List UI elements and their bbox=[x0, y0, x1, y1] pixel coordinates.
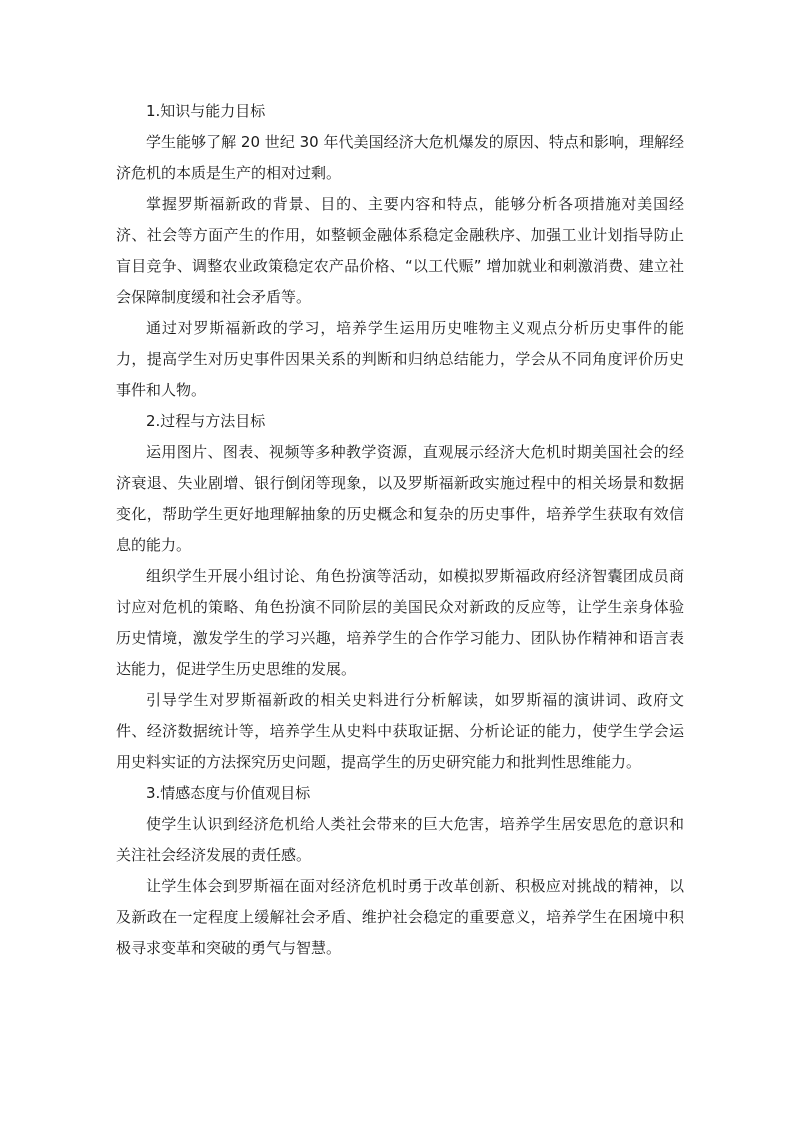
paragraph: 引导学生对罗斯福新政的相关史料进行分析解读，如罗斯福的演讲词、政府文件、经济数据统计等，培养学生从史料中获取证据、分析论证的能力，使学生学会运用史料实证的方法探究历史问题，提高学生的历史研究能力和批判性思维能力。 bbox=[116, 691, 684, 771]
paragraph: 学生能够了解 20 世纪 30 年代美国经济大危机爆发的原因、特点和影响，理解经济危机的本质是生产的相对过剩。 bbox=[116, 133, 684, 182]
section-heading-knowledge: 1.知识与能力目标 bbox=[146, 102, 266, 120]
paragraph: 掌握罗斯福新政的背景、目的、主要内容和特点，能够分析各项措施对美国经济、社会等方面产生的作用，如整顿金融体系稳定金融秩序、加强工业计划指导防止盲目竞争、调整农业政策稳定农产品价格、“以工代赈” 增加就业和刺激消费、建立社会保障制度缓和社会矛盾等。 bbox=[116, 195, 684, 306]
paragraph: 使学生认识到经济危机给人类社会带来的巨大危害，培养学生居安思危的意识和关注社会经济发展的责任感。 bbox=[116, 815, 684, 864]
section-heading-process: 2.过程与方法目标 bbox=[146, 412, 266, 430]
document-body bbox=[116, 96, 684, 964]
paragraph: 让学生体会到罗斯福在面对经济危机时勇于改革创新、积极应对挑战的精神，以及新政在一定程度上缓解社会矛盾、维护社会稳定的重要意义，培养学生在困境中积极寻求变革和突破的勇气与智慧。 bbox=[116, 877, 684, 957]
paragraph: 运用图片、图表、视频等多种教学资源，直观展示经济大危机时期美国社会的经济衰退、失业剧增、银行倒闭等现象，以及罗斯福新政实施过程中的相关场景和数据变化，帮助学生更好地理解抽象的历史概念和复杂的历史事件，培养学生获取有效信息的能力。 bbox=[116, 443, 684, 554]
paragraph: 通过对罗斯福新政的学习，培养学生运用历史唯物主义观点分析历史事件的能力，提高学生对历史事件因果关系的判断和归纳总结能力，学会从不同角度评价历史事件和人物。 bbox=[116, 319, 684, 399]
paragraph: 组织学生开展小组讨论、角色扮演等活动，如模拟罗斯福政府经济智囊团成员商讨应对危机的策略、角色扮演不同阶层的美国民众对新政的反应等，让学生亲身体验历史情境，激发学生的学习兴趣，培养学生的合作学习能力、团队协作精神和语言表达能力，促进学生历史思维的发展。 bbox=[116, 567, 684, 678]
section-heading-values: 3.情感态度与价值观目标 bbox=[146, 784, 311, 802]
